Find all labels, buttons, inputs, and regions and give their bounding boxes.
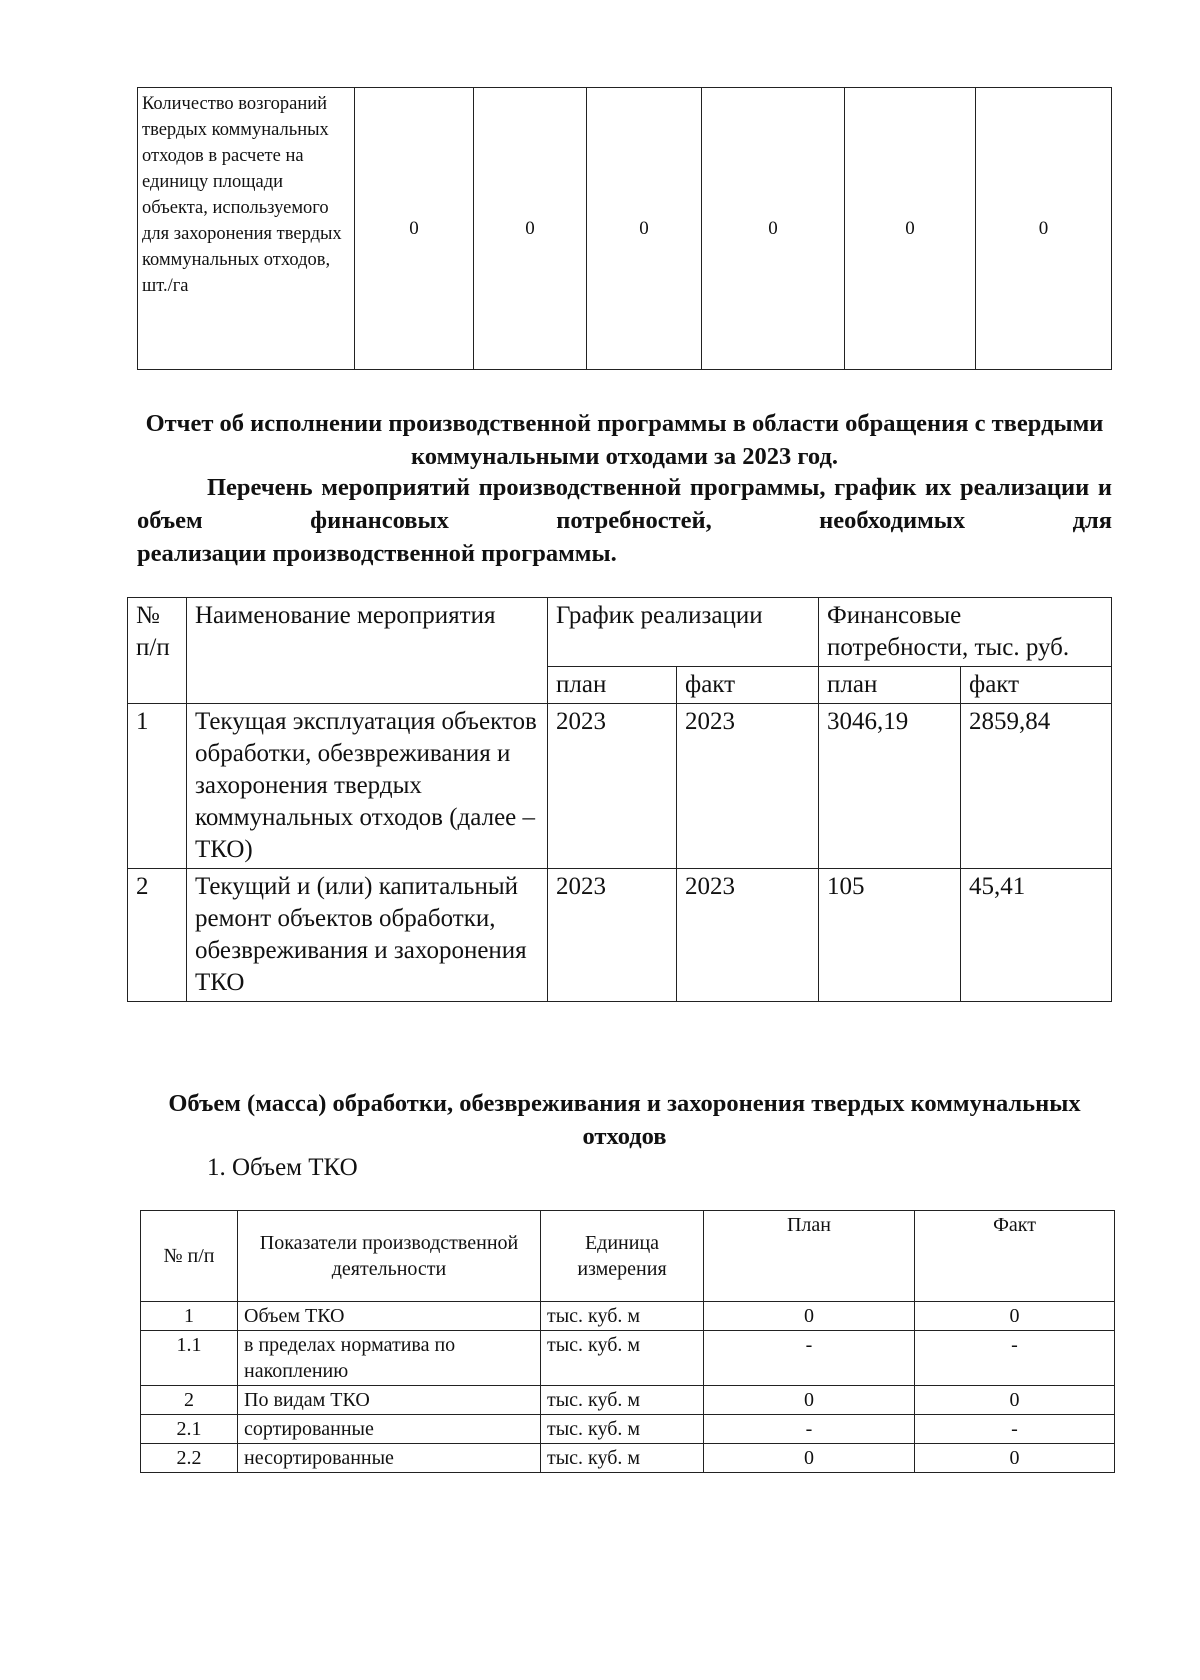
cell-plan: 0 [704,1386,915,1415]
cell-fin-fact: 45,41 [961,869,1112,1002]
table-row [128,869,1112,1002]
cell-indicator: сортированные [238,1415,541,1444]
cell-sched-fact: 2023 [677,869,819,1002]
header-name: Наименование мероприятия [187,598,548,704]
indicator-value: 0 [587,88,702,370]
cell-fact: - [915,1415,1115,1444]
table-row [128,704,1112,869]
cell-indicator: Объем ТКО [238,1302,541,1331]
cell-unit: тыс. куб. м [541,1444,704,1473]
cell-plan: 0 [704,1302,915,1331]
header-plan: План [704,1211,915,1302]
cell-sched-fact: 2023 [677,704,819,869]
table-row [141,1444,1115,1473]
cell-no: 2.2 [141,1444,238,1473]
table-header-row [141,1211,1115,1302]
header-unit: Единица измерения [541,1211,704,1302]
cell-no: 2 [141,1386,238,1415]
indicator-value: 0 [702,88,845,370]
header-finance: Финансовые потребности, тыс. руб. [819,598,1112,667]
volume-table [140,1210,1115,1473]
cell-indicator: в пределах норматива по накоплению [238,1331,541,1386]
indicator-value: 0 [355,88,474,370]
cell-unit: тыс. куб. м [541,1302,704,1331]
header-finance-fact: факт [961,667,1112,704]
cell-name: Текущая эксплуатация объектов обработки, обезвреживания и захоронения твердых коммунальных отходов (далее – ТКО) [187,704,548,869]
cell-fact: 0 [915,1302,1115,1331]
cell-sched-plan: 2023 [548,704,677,869]
volume-heading: Объем (масса) обработки, обезвреживания и захоронения твердых коммунальных отходов [168,1090,1081,1150]
header-schedule: График реализации [548,598,819,667]
header-no: № п/п [128,598,187,704]
indicator-value: 0 [976,88,1112,370]
indicator-label: Количество возгораний твердых коммунальных отходов в расчете на единицу площади объекта, используемого для захоронения твердых коммунальных отходов, шт./га [138,88,355,370]
table-row [138,88,1112,370]
table-header-row [128,598,1112,667]
cell-indicator: По видам ТКО [238,1386,541,1415]
cell-unit: тыс. куб. м [541,1386,704,1415]
indicator-value: 0 [474,88,587,370]
header-no: № п/п [141,1211,238,1302]
cell-fact: 0 [915,1444,1115,1473]
cell-fin-plan: 105 [819,869,961,1002]
cell-no: 2 [128,869,187,1002]
cell-no: 2.1 [141,1415,238,1444]
cell-indicator: несортированные [238,1444,541,1473]
table-row [141,1415,1115,1444]
cell-fact: - [915,1331,1115,1386]
table-row [141,1386,1115,1415]
indicator-table [137,87,1112,370]
cell-plan: - [704,1331,915,1386]
cell-no: 1.1 [141,1331,238,1386]
cell-fact: 0 [915,1386,1115,1415]
volume-item: 1. Объем ТКО [207,1154,358,1181]
cell-no: 1 [141,1302,238,1331]
cell-unit: тыс. куб. м [541,1415,704,1444]
header-schedule-plan: план [548,667,677,704]
indicator-value: 0 [845,88,976,370]
cell-fin-plan: 3046,19 [819,704,961,869]
measures-heading-last: реализации производственной программы. [137,540,617,567]
cell-plan: 0 [704,1444,915,1473]
cell-name: Текущий и (или) капитальный ремонт объектов обработки, обезвреживания и захоронения ТКО [187,869,548,1002]
header-indicator: Показатели производственной деятельности [238,1211,541,1302]
cell-unit: тыс. куб. м [541,1331,704,1386]
header-schedule-fact: факт [677,667,819,704]
report-title: Отчет об исполнении производственной программы в области обращения с твердыми коммунальными отходами за 2023 год. [145,410,1104,470]
table-row [141,1331,1115,1386]
cell-no: 1 [128,704,187,869]
cell-sched-plan: 2023 [548,869,677,1002]
measures-heading: Перечень мероприятий производственной программы, график их реализации и объем финансовых потребностей, необходимых для [137,474,1112,534]
header-fact: Факт [915,1211,1115,1302]
table-row [141,1302,1115,1331]
cell-fin-fact: 2859,84 [961,704,1112,869]
measures-table [127,597,1112,1002]
header-finance-plan: план [819,667,961,704]
cell-plan: - [704,1415,915,1444]
